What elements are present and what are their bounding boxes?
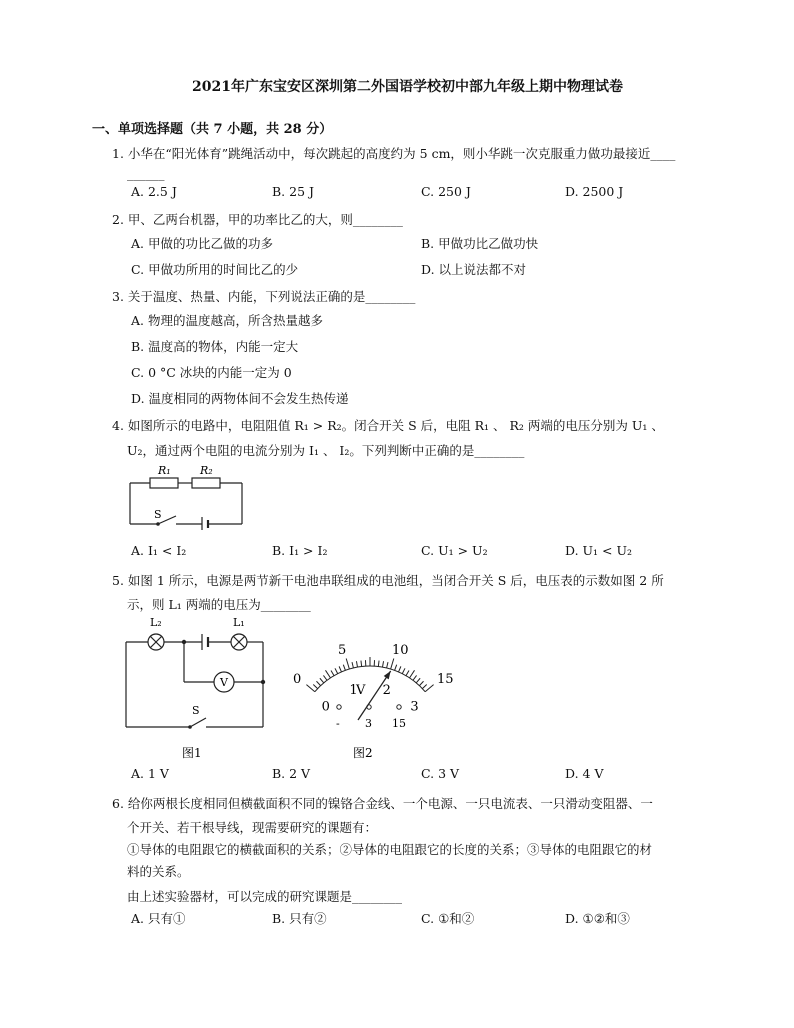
q4-option-b[interactable]: B. I₁ > I₂ [272, 543, 328, 558]
q3-option-d[interactable]: D. 温度相同的两物体间不会发生热传递 [131, 391, 349, 406]
q6-option-a[interactable]: A. 只有① [131, 911, 186, 926]
dial-tick [343, 665, 345, 671]
terminal-3v-icon [367, 705, 371, 709]
dial-tick [402, 668, 405, 673]
dial-tick [346, 658, 349, 669]
dial-tick [419, 681, 423, 685]
q1-option-c[interactable]: C. 250 J [421, 184, 471, 199]
q6-stem: 6. 给你两根长度相同但横截面积不同的镍铬合金线、一个电源、一只电流表、一只滑动变阻器、一 [112, 796, 653, 811]
dial-tick [325, 670, 330, 678]
dial-inner-label: 0 [321, 699, 330, 715]
figure-1-caption: 图1 [182, 746, 202, 760]
dial-outer-label: 10 [391, 642, 409, 658]
q6-option-d[interactable]: D. ①②和③ [565, 911, 630, 926]
q3-option-b[interactable]: B. 温度高的物体，内能一定大 [131, 339, 299, 354]
q5-option-b[interactable]: B. 2 V [272, 766, 311, 781]
dial-tick [361, 661, 362, 667]
dial-tick [406, 670, 409, 675]
l2-label: L₂ [150, 616, 162, 629]
r1-resistor [150, 478, 178, 488]
q5-figure-1 [118, 612, 278, 772]
dial-tick [422, 684, 426, 688]
section-heading: 一、单项选择题（共 7 小题，共 28 分） [92, 122, 333, 137]
dial-tick [425, 685, 433, 692]
q3-option-a[interactable]: A. 物理的温度越高，所含热量越多 [131, 313, 323, 328]
terminal-negative-icon [337, 705, 341, 709]
voltmeter-unit: V [356, 683, 366, 698]
dial-tick [399, 666, 401, 672]
voltmeter-label: V [220, 676, 228, 689]
switch-label: S [192, 704, 200, 717]
dial-inner-label: 3 [410, 699, 419, 715]
s-label: S [154, 508, 162, 521]
r2-resistor [192, 478, 220, 488]
q2-option-d[interactable]: D. 以上说法都不对 [421, 262, 527, 277]
q5-figure-2-voltmeter-dial [282, 620, 462, 770]
dial-inner-label: 2 [382, 683, 391, 699]
dial-tick [316, 681, 320, 685]
dial-tick [320, 678, 324, 683]
q2-option-c[interactable]: C. 甲做功所用的时间比乙的少 [131, 262, 299, 277]
dial-tick [416, 678, 420, 683]
dial-tick [383, 661, 384, 667]
terminal-15v-icon [397, 705, 401, 709]
q4-stem: 4. 如图所示的电路中，电阻阻值 R₁ > R₂。闭合开关 S 后，电阻 R₁ 、 R₂ 两端的电压分别为 U₁ 、 [112, 418, 664, 433]
q2-option-a[interactable]: A. 甲做的功比乙做的功多 [131, 236, 273, 251]
dial-tick [356, 661, 357, 667]
dial-tick [323, 675, 327, 680]
page-title: 2021年广东宝安区深圳第二外国语学校初中部九年级上期中物理试卷 [192, 79, 623, 95]
q4-option-a[interactable]: A. I₁ < I₂ [131, 543, 187, 558]
r2-label: R₂ [200, 464, 213, 477]
dial-tick [313, 684, 317, 688]
dial-tick [335, 668, 338, 673]
q1-stem: 1. 小华在“阳光体育”跳绳活动中，每次跳起的高度约为 5 cm，则小华跳一次克服重力做功最接近____ [112, 146, 676, 161]
q6-option-c[interactable]: C. ①和② [421, 911, 475, 926]
q2-stem: 2. 甲、乙两台机器，甲的功率比乙的大，则________ [112, 212, 403, 227]
q4-stem-cont: U₂，通过两个电阻的电流分别为 I₁ 、 I₂。下列判断中正确的是________ [127, 443, 525, 458]
terminal-3-label: 3 [365, 717, 372, 730]
q4-option-c[interactable]: C. U₁ > U₂ [421, 543, 488, 558]
q4-option-d[interactable]: D. U₁ < U₂ [565, 543, 633, 558]
q6-stem-line4: 料的关系。 [127, 864, 190, 879]
q6-option-b[interactable]: B. 只有② [272, 911, 327, 926]
dial-inner-label: 1 [349, 683, 358, 699]
q2-option-b[interactable]: B. 甲做功比乙做功快 [421, 236, 539, 251]
dial-tick [387, 662, 388, 668]
figure-2-caption: 图2 [353, 746, 373, 760]
q1-option-a[interactable]: A. 2.5 J [131, 184, 177, 199]
terminal-negative-label: - [336, 717, 340, 730]
q6-stem-line5: 由上述实验器材，可以完成的研究课题是________ [127, 889, 403, 904]
q1-stem-cont: ______ [127, 166, 165, 181]
dial-tick [391, 658, 394, 669]
dial-tick [306, 685, 314, 692]
q5-option-a[interactable]: A. 1 V [131, 766, 169, 781]
dial-arc [315, 666, 425, 692]
dial-outer-label: 0 [292, 671, 302, 687]
dial-tick [352, 662, 353, 668]
dial-tick [413, 675, 417, 680]
dial-tick [331, 670, 334, 675]
terminal-15-label: 15 [392, 717, 406, 730]
q3-option-c[interactable]: C. 0 °C 冰块的内能一定为 0 [131, 365, 292, 380]
q1-option-b[interactable]: B. 25 J [272, 184, 315, 199]
r1-label: R₁ [158, 464, 171, 477]
q5-option-c[interactable]: C. 3 V [421, 766, 460, 781]
voltmeter-needle-head [384, 671, 391, 679]
dial-tick [339, 666, 341, 672]
switch-s [190, 718, 206, 727]
l1-label: L₁ [233, 616, 245, 629]
dial-outer-label: 15 [437, 671, 454, 687]
dial-tick [395, 665, 397, 671]
dial-outer-label: 5 [338, 642, 347, 658]
q4-circuit-diagram [120, 460, 250, 530]
q1-option-d[interactable]: D. 2500 J [565, 184, 624, 199]
q6-stem-line3: ①导体的电阻跟它的横截面积的关系；②导体的电阻跟它的长度的关系；③导体的电阻跟它的材 [127, 842, 653, 857]
q5-stem: 5. 如图 1 所示，电源是两节新干电池串联组成的电池组，当闭合开关 S 后，电压表的示数如图 2 所 [112, 573, 664, 588]
dial-tick [378, 661, 379, 667]
q6-stem-line2: 个开关、若干根导线，现需要研究的课题有： [127, 820, 378, 835]
q5-option-d[interactable]: D. 4 V [565, 766, 604, 781]
dial-tick [410, 670, 415, 678]
q5-stem-cont: 示，则 L₁ 两端的电压为________ [127, 597, 311, 612]
q3-stem: 3. 关于温度、热量、内能，下列说法正确的是________ [112, 289, 416, 304]
